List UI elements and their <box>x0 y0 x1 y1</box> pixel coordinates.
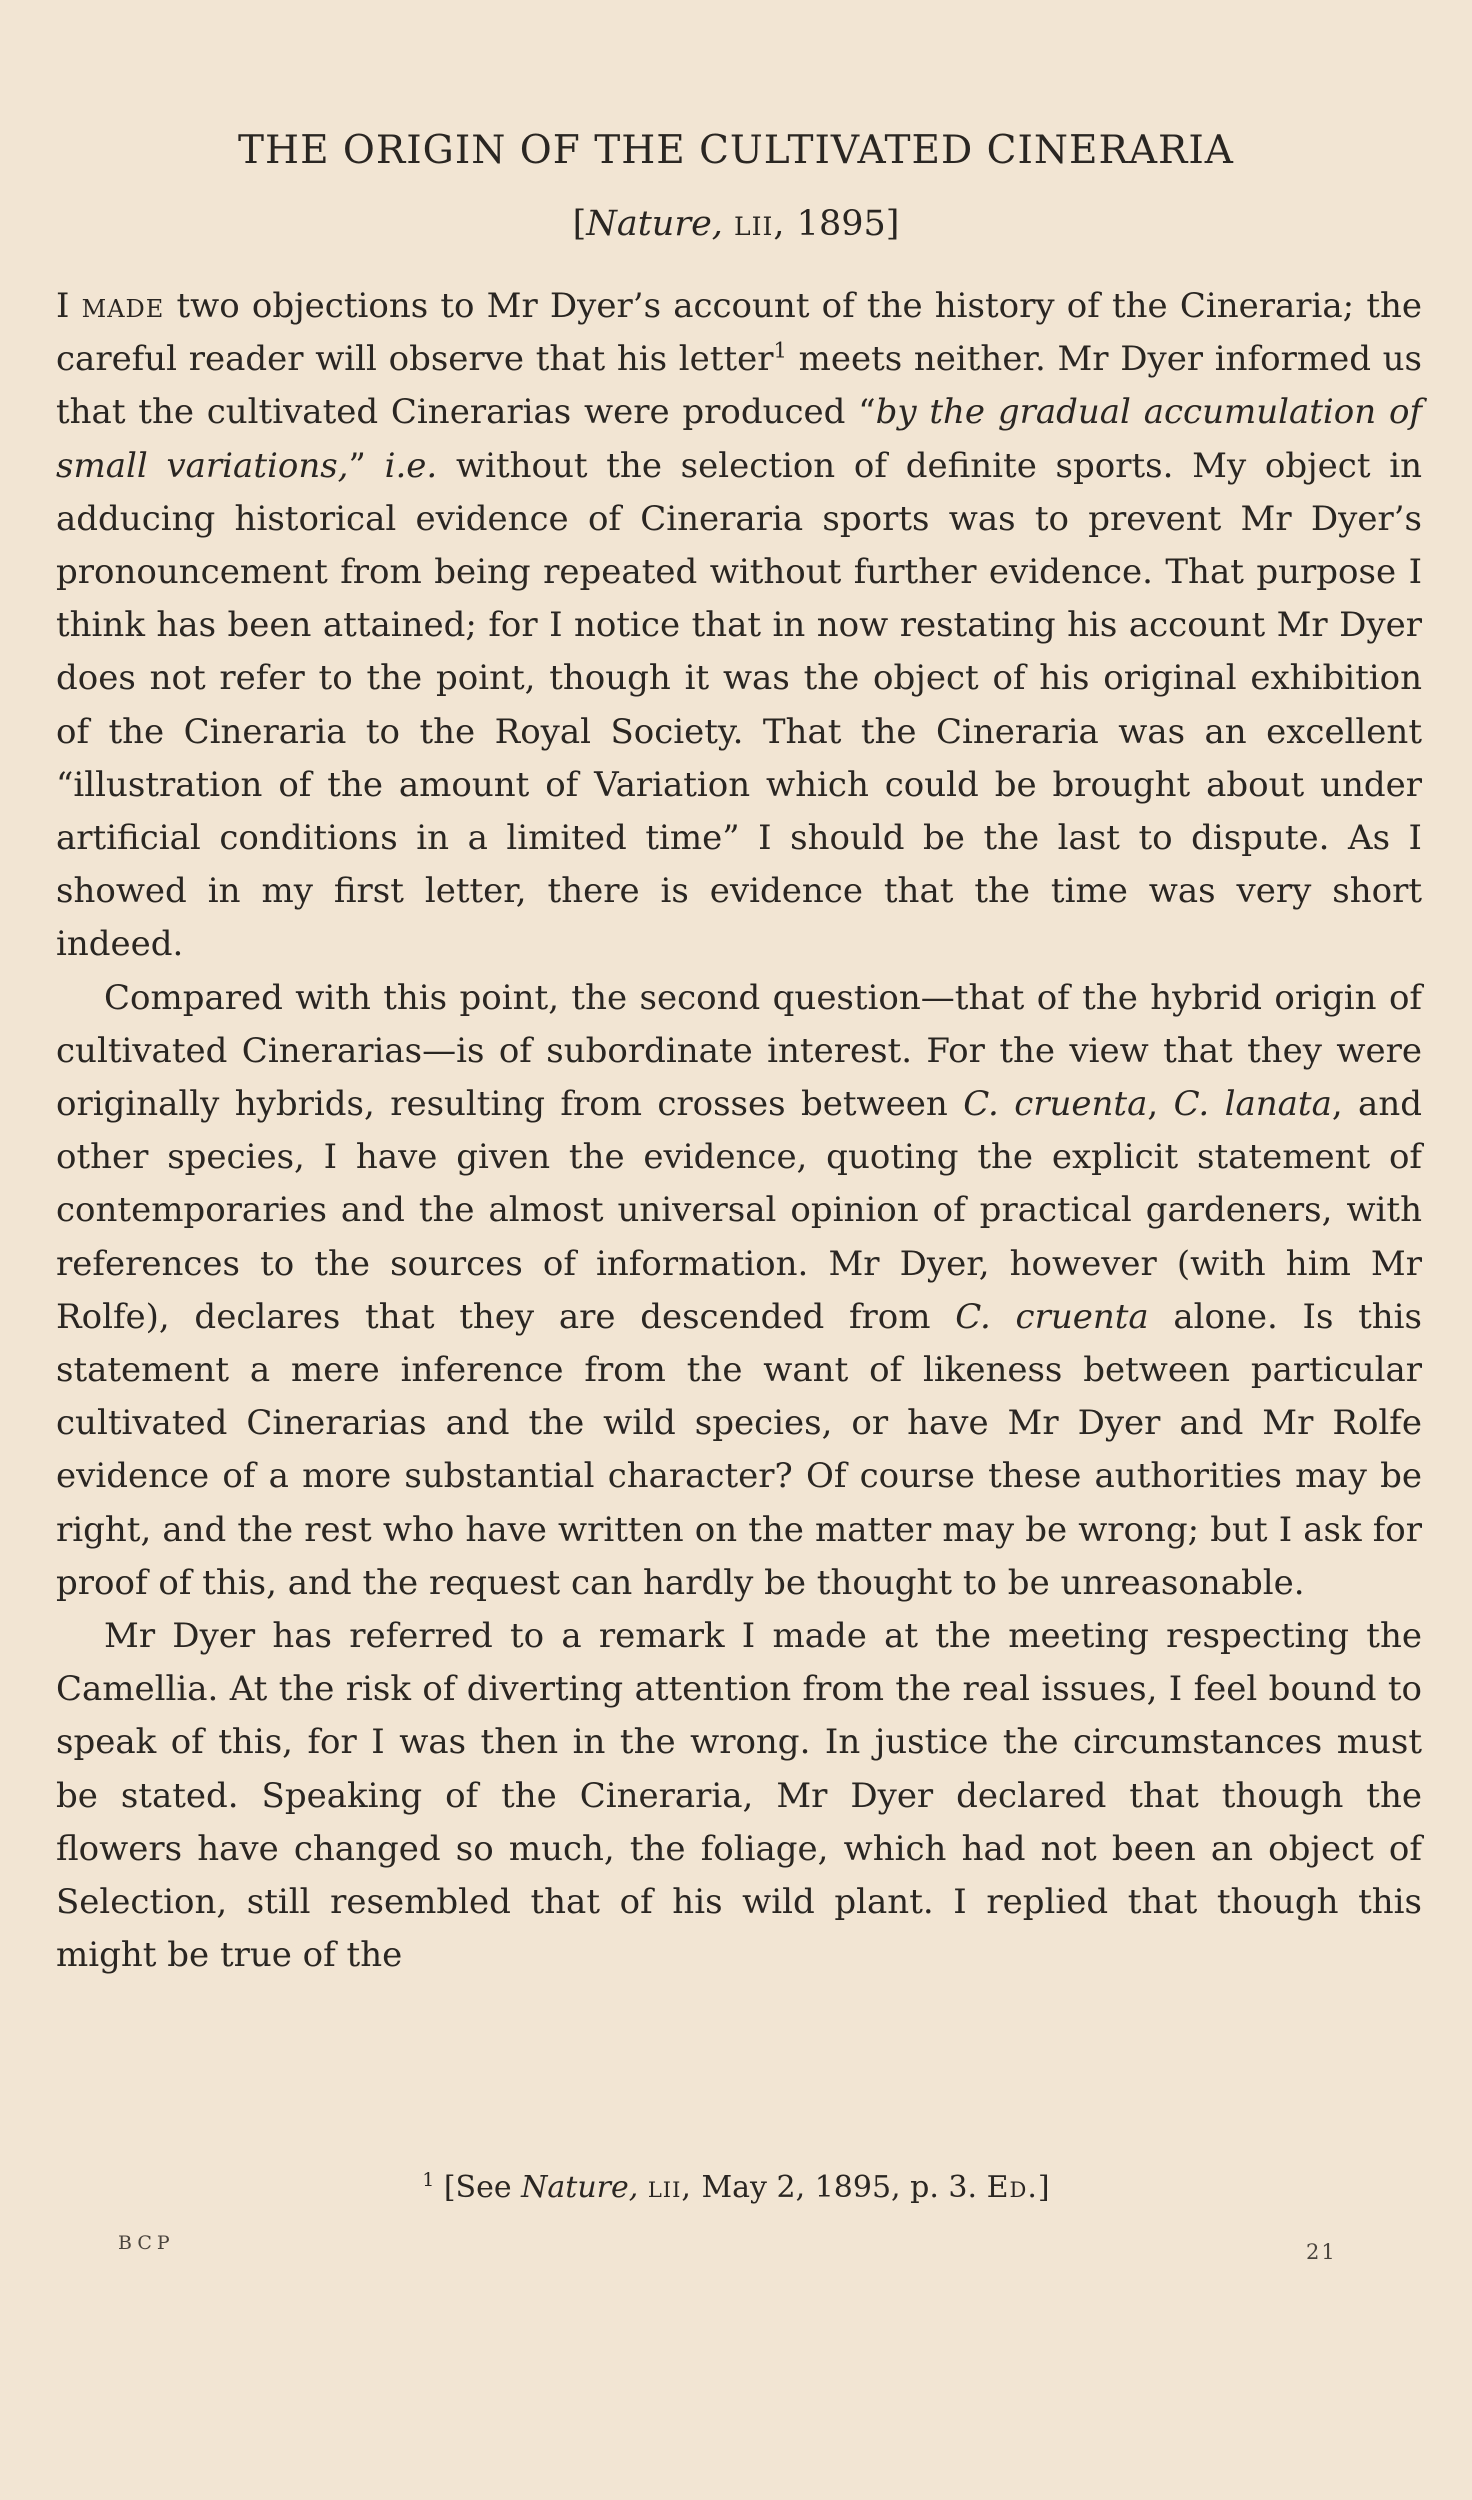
printer-signature: BCP <box>118 2232 175 2254</box>
footnote-open: [See <box>443 2170 522 2205</box>
species-name: C. cruenta <box>963 1084 1148 1125</box>
paragraph-3: Mr Dyer has referred to a remark I made at the meeting respecting the Camellia. At the risk of diverting attention from the real issues, I feel bound to speak of this, for I was then in the wrong. In justice the circumstances must be stated. Speaking of the Cineraria, Mr Dyer declared that though the flowers have changed so much, the foliage, which had not been an object of Selection, still resembled that of his wild plant. I replied that though this might be true of the <box>56 1616 1422 1976</box>
paragraph-1-text-a: two objections to Mr Dyer’s account of the history of the Cineraria; the careful reader will observe that his letter <box>56 286 1422 380</box>
footnote-journal: Nature, <box>521 2170 639 2205</box>
footnote-date: May 2, 1895, p. 3. <box>701 2170 978 2205</box>
lead-word: I <box>56 286 70 326</box>
paragraph-1-text-c: ” <box>348 445 385 486</box>
article-title: THE ORIGIN OF THE CULTIVATED CINERARIA <box>238 128 1234 173</box>
paragraph-2-text-c: , and other species, I have given the evidence, quoting the explicit statement of contemporaries and the almost universal opinion of practical gardeners, with references to the sources of information. Mr Dyer, however (with him Mr Rolfe), declares that they are descended from <box>56 1084 1422 1337</box>
lead-caps: made <box>81 286 165 326</box>
footnote-close: ] <box>1037 2170 1050 2205</box>
species-name: C. lanata <box>1173 1084 1332 1125</box>
paragraph-1-text-d: without the selection of definite sports. My object in adducing historical evidence of Cineraria sports was to prevent Mr Dyer’s pronouncement from being repeated without further evidence. That purpose I think has been attained; for I notice that in now restating his account Mr Dyer does not refer to the point, though it was the object of his original exhibition of the Cineraria to the Royal Society. That the Cineraria was an excellent “illustration of the amount of Variation which could be brought about under artificial conditions in a limited time” I should be the last to dispute. As I showed in my first letter, there is evidence that the time was very short indeed. <box>56 445 1422 965</box>
paragraph-2-text-b: , <box>1147 1084 1174 1125</box>
footnote <box>0 2170 1472 2205</box>
footnote-volume: lii, <box>647 2170 692 2205</box>
citation-journal: Nature, <box>586 204 723 244</box>
species-name: C. cruenta <box>955 1296 1149 1337</box>
paragraph-2-text-a: Compared with this point, the second question—that of the hybrid origin of cultivated Cinerarias—is of subordinate interest. For the view that they were originally hybrids, resulting from crosses between <box>56 977 1422 1125</box>
paragraph-1-text-b: meets neither. Mr Dyer informed us that the cultivated Cinerarias were produced “ <box>56 339 1422 433</box>
quoted-phrase: by the gradual accumulation of small variations, <box>56 392 1422 486</box>
paragraph-1 <box>56 280 1422 972</box>
paragraph-2-text-d: alone. Is this statement a mere inference from the want of likeness between particular cultivated Cinerarias and the wild species, or have Mr Dyer and Mr Rolfe evidence of a more substantial character? Of course these authorities may be right, and the rest who have written on the matter may be wrong; but I ask for proof of this, and the request can hardly be thought to be unreasonable. <box>56 1296 1423 1603</box>
citation-year: 1895] <box>796 204 900 244</box>
footnote-mark: 1 <box>422 2169 435 2191</box>
footnote-editor: Ed. <box>986 2170 1038 2205</box>
citation-open-bracket: [ <box>572 204 587 244</box>
ie-abbreviation: i.e. <box>384 445 438 486</box>
citation-volume: lii, <box>734 204 786 244</box>
page-number: 21 <box>1306 2240 1337 2264</box>
paragraph-2 <box>56 972 1422 1610</box>
article-body <box>56 280 1422 1983</box>
citation-line <box>0 204 1472 244</box>
footnote-reference[interactable]: 1 <box>773 337 787 363</box>
